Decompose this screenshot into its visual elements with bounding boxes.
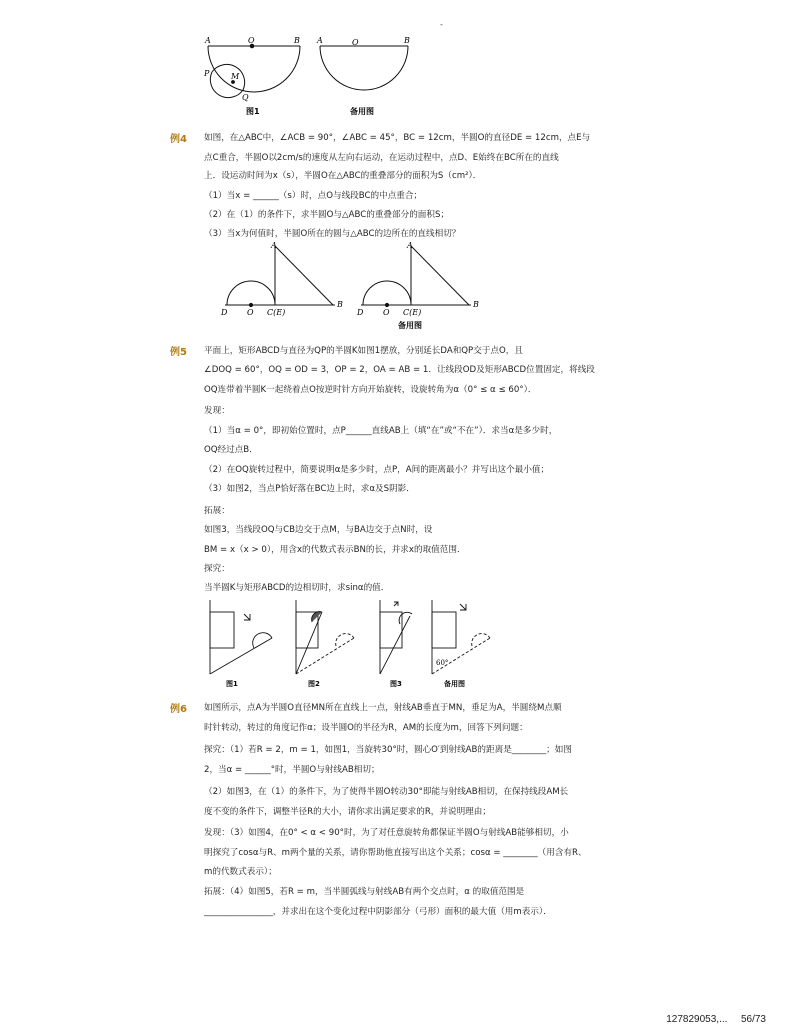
ex5-line: OQ经过点B． <box>204 445 258 455</box>
label-P: P <box>204 69 210 78</box>
ex5-rotation-figures <box>200 594 500 690</box>
label-O: O <box>383 308 390 317</box>
ex6-line: m的代数式表示）； <box>204 867 277 877</box>
caption-fig1: 图1 <box>226 680 238 688</box>
ex6-line: 2，当α = ______°时，半圆O与射线AB相切； <box>204 765 380 775</box>
ex5-line: 如图3，当线段OQ与CB边交于点M，与BA边交于点N时，设 <box>204 525 433 535</box>
label-A2: A <box>317 36 323 45</box>
ex6-line: 探究：（1）若R = 2，m = 1，如图1，当旋转30°时，圆心O′到射线AB的距离是________；如图 <box>204 745 572 755</box>
doc-id: 127829053,... <box>666 1014 728 1025</box>
top-mark: - <box>440 20 443 29</box>
ex5-line: （2）在OQ旋转过程中，简要说明α是多少时，点P，A间的距离最小？并写出这个最小值； <box>204 465 550 475</box>
label-O: O <box>247 308 254 317</box>
ex5-line: 拓展： <box>204 506 230 516</box>
figure-backup-right <box>320 46 408 90</box>
ex4-line: （3）当x为何值时，半圆O所在的圆与△ABC的边所在的直线相切？ <box>204 229 461 239</box>
ex5-line: 平面上，矩形ABCD与直径为QP的半圆K如图1摆放，分别延长DA和QP交于点O，且 <box>204 346 523 356</box>
label-B: B <box>337 300 343 309</box>
ex4-triangle-figure <box>215 240 495 335</box>
ex6-line: 时针转动，转过的角度记作α；设半圆O的半径为R，AM的长度为m，回答下列问题： <box>204 723 528 733</box>
ex6-line: ________________，并求出在这个变化过程中阴影部分（弓形）面积的最大值（用m表示）． <box>204 907 552 917</box>
caption-backup: 备用图 <box>398 321 422 330</box>
ex6-line: 发现：（3）如图4，在0° < α < 90°时，为了对任意旋转角都保证半圆O与射线AB能够相切，小 <box>204 828 569 838</box>
label-Q: Q <box>242 93 249 102</box>
label-O: O <box>248 36 255 45</box>
ex6-line: 拓展：（4）如图5，若R = m，当半圆弧线与射线AB有两个交点时，α 的取值范围是 <box>204 887 525 897</box>
page-footer <box>666 1014 766 1025</box>
ex4-line: 上．设运动时间为x（s），半圆O在△ABC的重叠部分的面积为S（cm²）． <box>204 171 482 181</box>
label-A: A <box>271 241 277 250</box>
ex5-line: 当半圆K与矩形ABCD的边相切时，求sinα的值． <box>204 583 390 593</box>
page-number: 56/73 <box>740 1014 766 1025</box>
label-B2: B <box>404 36 410 45</box>
ex6-line: 度不变的条件下，调整半径R的大小，请你求出满足要求的R，并说明理由； <box>204 807 491 817</box>
caption-fig2: 图2 <box>308 680 320 688</box>
ex5-line: （1）当α = 0°，即初始位置时，点P______直线AB上（填“在”或“不在”）．求当α是多少时， <box>204 426 558 436</box>
ex5-line: BM = x（x > 0），用含x的代数式表示BN的长，并求x的取值范围． <box>204 545 466 555</box>
caption-backup: 备用图 <box>350 107 374 116</box>
label-B: B <box>294 36 300 45</box>
angle-label: 60° <box>436 659 449 667</box>
label-M: M <box>231 72 240 81</box>
caption-fig3: 图3 <box>390 680 402 688</box>
label-D: D <box>221 308 228 317</box>
label-O2: O <box>352 38 359 47</box>
label-B: B <box>473 300 479 309</box>
ex5-line: 探究： <box>204 564 230 574</box>
ex4-line: （2）在（1）的条件下，求半圆O与△ABC的重叠部分的面积S； <box>204 210 450 220</box>
ex6-line: 明探究了cosα与R、m两个量的关系，请你帮助他直接写出这个关系；cosα = ________（用含有R、 <box>204 848 587 858</box>
ex5-line: OQ连带着半圆K一起绕着点O按逆时针方向开始旋转，设旋转角为α（0° ≤ α ≤ 60°）． <box>204 385 537 395</box>
ex6-line: 如图所示，点A为半圆O直径MN所在直线上一点，射线AB垂直于MN，垂足为A，半圆绕M点顺 <box>204 703 562 713</box>
ex5-line: ∠DOQ = 60°，OQ = OD = 3，OP = 2，OA = AB = 1．让线段OD及矩形ABCD位置固定，将线段 <box>204 365 595 375</box>
caption-fig1: 图1 <box>246 107 260 116</box>
ex4-line: 点C重合，半圆O以2cm/s的速度从左向右运动，在运动过程中，点D、E始终在BC所在的直线 <box>204 153 559 163</box>
figure-1-left <box>208 44 300 97</box>
example-5-label: 例5 <box>170 347 187 358</box>
top-semicircle-figure <box>200 34 440 118</box>
label-CE: C(E) <box>403 308 422 317</box>
ex5-line: 发现： <box>204 406 230 416</box>
example-4-label: 例4 <box>170 134 187 145</box>
ex5-line: （3）如图2，当点P恰好落在BC边上时，求α及S阴影． <box>204 484 415 494</box>
label-D: D <box>357 308 364 317</box>
ex4-line: （1）当x = ______（s）时，点O与线段BC的中点重合； <box>204 191 423 201</box>
label-A: A <box>205 36 211 45</box>
caption-backup: 备用图 <box>444 680 465 688</box>
ex4-line: 如图，在△ABC中，∠ACB = 90°，∠ABC = 45°，BC = 12cm，半圆O的直径DE = 12cm，点E与 <box>204 133 591 143</box>
example-6-label: 例6 <box>170 704 187 715</box>
label-CE: C(E) <box>267 308 286 317</box>
ex6-line: （2）如图3，在（1）的条件下，为了使得半圆O转动30°即能与射线AB相切，在保持线段AM长 <box>204 787 569 797</box>
label-A: A <box>407 241 413 250</box>
